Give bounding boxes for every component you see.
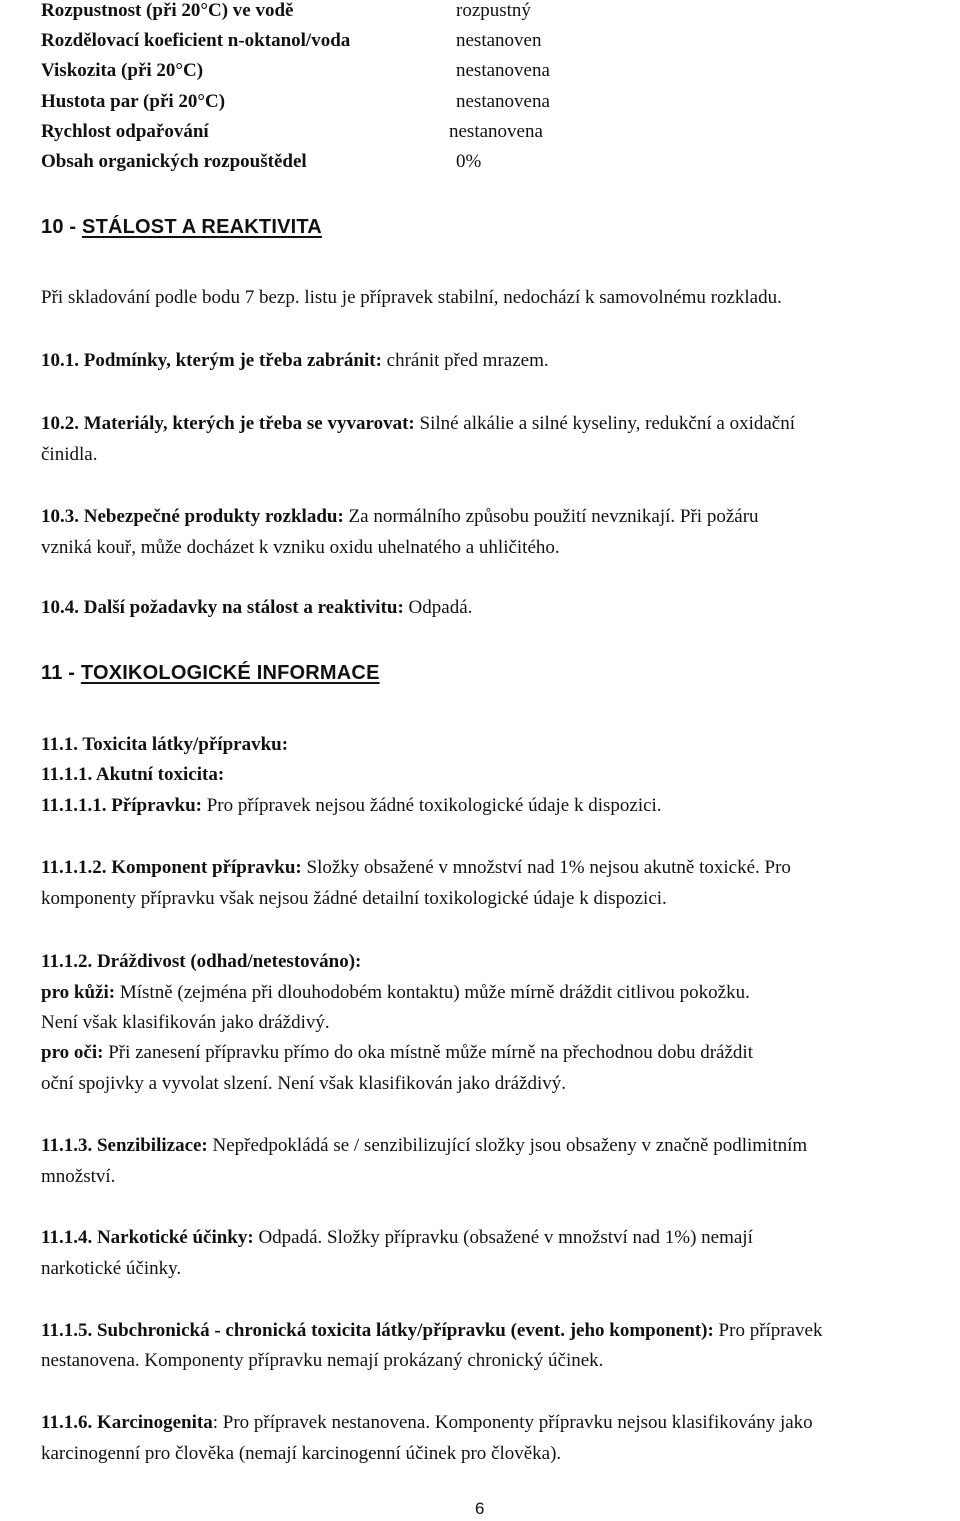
property-label: Rozpustnost (při 20°C) ve vodě [41,0,294,21]
subsection-text: Za normálního způsobu použití nevznikají. Při požáru [343,506,759,527]
eye-irritation [41,1042,753,1064]
property-value: 0% [456,151,482,172]
subsection-10-4 [41,597,472,619]
property-label: Viskozita (při 20°C) [41,60,204,81]
subsection-text: chránit před mrazem. [381,350,549,371]
subsection-text-continued: nestanovena. Komponenty přípravku nemají prokázaný chronický účinek. [41,1350,604,1371]
skin-irritation [41,982,750,1004]
section-title: TOXIKOLOGICKÉ INFORMACE [80,662,380,684]
subsection-10-3 [41,506,759,528]
subsection-10-1 [41,350,549,372]
property-value: nestanoven [456,30,542,51]
subsection-text: Pro přípravek nejsou žádné toxikologické údaje k dispozici. [201,795,662,816]
section-number: 10 - [41,216,83,238]
subsection-heading: pro kůži: [41,982,116,1003]
subsection-text: Místně (zejména při dlouhodobém kontaktu) může mírně dráždit citlivou pokožku. [115,982,750,1003]
subsection-text-continued: Není však klasifikován jako dráždivý. [41,1012,330,1033]
property-label: Hustota par (při 20°C) [41,91,226,112]
subsection-text: Silné alkálie a silné kyseliny, redukční a oxidační [414,413,795,434]
subsection-heading: 11.1.3. Senzibilizace: [41,1135,208,1156]
subsection-text-continued: činidla. [41,444,98,465]
subsection-heading: 11.1.5. Subchronická - chronická toxicita látky/přípravku (event. jeho komponent): [41,1320,714,1341]
subsection-text-continued: narkotické účinky. [41,1258,182,1279]
property-value: nestanovena [456,60,550,81]
section-11-heading [41,662,380,685]
subsection-10-2 [41,413,795,435]
subsection-heading: 11.1.4. Narkotické účinky: [41,1227,254,1248]
subsection-11-1-6 [41,1412,813,1434]
subsection-11-1-1-2 [41,857,791,879]
property-value: nestanovena [449,121,543,142]
subsection-heading: 11.1. Toxicita látky/přípravku: [41,734,289,755]
subsection-text: Složky obsažené v množství nad 1% nejsou akutně toxické. Pro [301,857,791,878]
property-value: nestanovena [456,91,550,112]
subsection-11-1-3 [41,1135,807,1157]
subsection-text-continued: vzniká kouř, může docházet k vzniku oxidu uhelnatého a uhličitého. [41,537,560,558]
subsection-text: Pro přípravek [713,1320,823,1341]
subsection-text-continued: množství. [41,1166,116,1187]
property-label: Rozdělovací koeficient n-oktanol/voda [41,30,351,51]
subsection-text: Odpadá. Složky přípravku (obsažené v množství nad 1%) nemají [253,1227,753,1248]
property-label: Obsah organických rozpouštědel [41,151,307,172]
subsection-heading: 11.1.1.2. Komponent přípravku: [41,857,302,878]
subsection-text-continued: komponenty přípravku však nejsou žádné detailní toxikologické údaje k dispozici. [41,888,667,909]
subsection-heading: 11.1.6. Karcinogenita [41,1412,213,1433]
property-value: rozpustný [456,0,531,21]
subsection-heading: 10.2. Materiály, kterých je třeba se vyvarovat: [41,413,415,434]
subsection-text: : Pro přípravek nestanovena. Komponenty přípravku nejsou klasifikovány jako [212,1412,813,1433]
subsection-11-1-5 [41,1320,823,1342]
section-title: STÁLOST A REAKTIVITA [82,216,322,238]
subsection-heading: 11.1.1.1. Přípravku: [41,795,202,816]
subsection-heading: 11.1.2. Dráždivost (odhad/netestováno): [41,951,362,972]
subsection-heading: 10.3. Nebezpečné produkty rozkladu: [41,506,344,527]
subsection-text: Při zanesení přípravku přímo do oka místně může mírně na přechodnou dobu dráždit [103,1042,753,1063]
subsection-11-1-4 [41,1227,753,1249]
subsection-heading: 11.1.1. Akutní toxicita: [41,764,225,785]
subsection-text: Odpadá. [403,597,473,618]
subsection-11-1-1-1 [41,795,662,817]
paragraph: Při skladování podle bodu 7 bezp. listu je přípravek stabilní, nedochází k samovolnému rozkladu. [41,287,782,308]
section-number: 11 - [41,662,81,684]
subsection-text: Nepředpokládá se / senzibilizující složky jsou obsaženy v značně podlimitním [207,1135,808,1156]
subsection-text-continued: karcinogenní pro člověka (nemají karcinogenní účinek pro člověka). [41,1443,562,1464]
subsection-heading: pro oči: [41,1042,104,1063]
property-label: Rychlost odpařování [41,121,209,142]
subsection-text-continued: oční spojivky a vyvolat slzení. Není však klasifikován jako dráždivý. [41,1073,567,1094]
subsection-heading: 10.1. Podmínky, kterým je třeba zabránit: [41,350,382,371]
page-number: 6 [475,1499,485,1518]
subsection-heading: 10.4. Další požadavky na stálost a reaktivitu: [41,597,404,618]
section-10-heading [41,216,322,239]
